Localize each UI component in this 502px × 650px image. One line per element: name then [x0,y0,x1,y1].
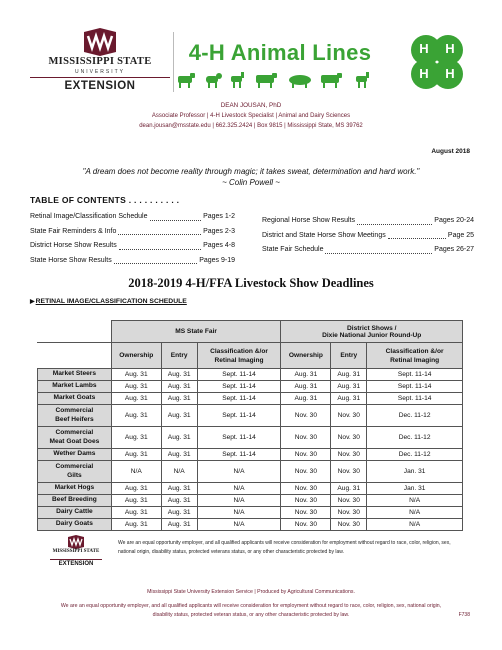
table-cell: Aug. 31 [331,393,367,405]
table-group-header-row [38,321,463,343]
toc-item-page: Pages 26-27 [434,246,474,253]
row-label: Commercial Meat Goat Does [38,427,112,449]
clover-letter: H [445,66,455,81]
issue-date: August 2018 [431,148,470,155]
masthead [0,0,502,100]
toc-item-label: State Horse Show Results [30,256,112,264]
table-cell: Aug. 31 [111,519,161,531]
toc-item-label: Regional Horse Show Results [262,217,355,224]
quote [0,166,502,188]
section-heading [30,298,187,305]
table-cell: Nov. 30 [281,427,331,449]
toc-item-label: State Fair Schedule [262,246,324,253]
table-cell: Nov. 30 [281,495,331,507]
table-cell: Aug. 31 [111,405,161,427]
table-cell: Aug. 31 [111,483,161,495]
clover-letter: H [419,41,429,56]
msu-name: MISSISSIPPI STATE [48,56,152,67]
toc-item-page: Pages 4-8 [203,242,235,249]
col-entry: Entry [161,343,197,369]
table-cell: Sept. 11-14 [197,369,281,381]
group-district-line2: Dixie National Junior Round-Up [322,331,422,339]
table-cell: Aug. 31 [111,369,161,381]
table-cell: Nov. 30 [331,449,367,461]
table-cell: Sept. 11-14 [367,393,463,405]
toc-item-page: Page 25 [447,231,474,239]
table-cell: Aug. 31 [161,449,197,461]
toc-title: TABLE OF CONTENTS . . . . . . . . . . [30,195,180,205]
table-cell: Aug. 31 [111,381,161,393]
section-heading-text: RETINAL IMAGE/CLASSIFICATION SCHEDULE [35,298,187,305]
author-details: dean.jousan@msstate.edu | 662.325.2424 | Box 9815 | Mississippi State, MS 39762 [139,123,363,129]
logo-divider [50,559,102,560]
table-cell: N/A [197,495,281,507]
toc-left-column [30,210,235,268]
table-cell: Aug. 31 [161,369,197,381]
row-label: Dairy Goats [38,519,112,531]
msu-seal-icon [82,28,118,56]
table-row [38,507,463,519]
table-cell: N/A [367,519,463,531]
table-row [38,427,463,449]
toc-item[interactable] [30,210,235,225]
table-cell: Sept. 11-14 [367,369,463,381]
toc-item[interactable] [262,214,474,229]
msu-university-label: UNIVERSITY [74,69,125,75]
table-row [38,519,463,531]
row-label: Market Lambs [38,381,112,393]
col-classification: Classification &/or Retinal Imaging [367,343,463,369]
row-label: Commercial Beef Heifers [38,405,112,427]
heifer-icon [256,73,277,88]
clover-letter: H [445,41,455,56]
main-title: 2018-2019 4-H/FFA Livestock Show Deadlines [128,276,374,290]
table-cell: Aug. 31 [281,381,331,393]
table-body [38,369,463,531]
col-entry: Entry [331,343,367,369]
table-cell: Dec. 11-12 [367,405,463,427]
4h-clover-icon [402,28,472,98]
table-row [38,495,463,507]
table-cell: Aug. 31 [111,427,161,449]
table-cell: Aug. 31 [331,381,367,393]
table-row [38,393,463,405]
table-cell: N/A [197,507,281,519]
msu-extension-logo [30,28,170,98]
table-cell: Aug. 31 [161,483,197,495]
toc-item[interactable] [262,243,474,258]
toc-item-label: State Fair Reminders & Info [30,227,117,235]
table-cell: Aug. 31 [161,405,197,427]
table-cell: N/A [111,461,161,483]
table-cell: Sept. 11-14 [197,393,281,405]
play-arrow-icon: ▶ [30,299,35,305]
table-cell: Aug. 31 [161,427,197,449]
animal-silhouettes [176,70,386,90]
group-district-line1: District Shows / [346,324,397,332]
goat-icon [356,72,369,88]
row-label: Commercial Gilts [38,461,112,483]
toc-item-label: Retinal Image/Classification Schedule [30,213,148,220]
toc-item[interactable] [30,225,235,240]
toc-item-page: Pages 20-24 [434,217,474,224]
col-classification: Classification &/or Retinal Imaging [197,343,281,369]
table-cell: Nov. 30 [331,519,367,531]
quote-author: ~ Colin Powell ~ [222,178,280,187]
author-contact [0,101,502,131]
table-cell: N/A [161,461,197,483]
author-role: Associate Professor | 4-H Livestock Specialist | Animal and Dairy Sciences [151,113,351,119]
col-ownership: Ownership [111,343,161,369]
table-cell: Aug. 31 [111,495,161,507]
lamb-icon [206,73,222,88]
row-label: Beef Breeding [38,495,112,507]
logo-divider [30,77,170,78]
row-label: Market Goats [38,393,112,405]
eeo-statement: We are an equal opportunity employer, and all qualified applicants will receive consideration for employment without regard to race, color, religion, sex, national origin, disability status, protected veterans status, or any other characteristic protected by law. [118,540,451,555]
table-cell: N/A [197,483,281,495]
dairy-icon [321,73,342,88]
table-cell: Aug. 31 [331,369,367,381]
table-cell: Nov. 30 [331,427,367,449]
table-cell: Aug. 31 [161,495,197,507]
table-cell: Sept. 11-14 [197,449,281,461]
toc-item[interactable] [30,254,235,269]
toc-item[interactable] [30,239,235,254]
table-cell: Jan. 31 [367,483,463,495]
table-cell: Aug. 31 [281,369,331,381]
toc-item-label: District Horse Show Results [30,242,117,249]
table-cell: Sept. 11-14 [197,427,281,449]
table-cell: Aug. 31 [161,381,197,393]
quote-text: "A dream does not become reality through magic; it takes sweat, determination and hard work." [82,167,420,176]
table-cell: Dec. 11-12 [367,449,463,461]
table-row [38,449,463,461]
table-cell: Aug. 31 [111,507,161,519]
table-cell: Sept. 11-14 [197,405,281,427]
table-cell: Nov. 30 [331,495,367,507]
group-district-shows [281,321,463,343]
table-column-header-row [38,343,463,369]
table-cell: Nov. 30 [281,507,331,519]
toc-right-column [262,214,474,258]
table-cell: Nov. 30 [331,461,367,483]
table-cell: Nov. 30 [281,519,331,531]
table-cell: Nov. 30 [281,483,331,495]
col-ownership: Ownership [281,343,331,369]
table-cell: Nov. 30 [331,507,367,519]
table-row [38,461,463,483]
msu-extension-label: EXTENSION [58,561,94,567]
header-divider [173,32,174,92]
hog-icon [289,75,311,88]
toc-item-page: Pages 1-2 [203,213,235,220]
footer-eeo: We are an equal opportunity employer, and all qualified applicants will receive consideration for employment without regard to race, color, religion, sex, national origin, disability status, protected veteran status, or any other characteristic protected by law. [60,603,442,618]
toc-item-page: Pages 9-19 [199,256,235,264]
table-cell: Aug. 31 [111,449,161,461]
group-ms-state-fair: MS State Fair [111,321,281,343]
steer-icon [178,73,195,88]
table-corner [38,343,112,369]
table-cell: Sept. 11-14 [367,381,463,393]
toc-item-label: District and State Horse Show Meetings [262,231,386,239]
goat-icon [231,72,244,88]
footer-credit: Mississippi State University Extension Service | Produced by Agricultural Communications. [147,589,355,595]
table-cell: Nov. 30 [281,461,331,483]
msu-extension-label: EXTENSION [64,80,136,92]
newsletter-title: 4-H Animal Lines [188,40,372,65]
table-cell: Dec. 11-12 [367,427,463,449]
table-row [38,405,463,427]
toc-item-page: Pages 2-3 [203,227,235,235]
table-cell: Nov. 30 [281,449,331,461]
table-cell: Aug. 31 [161,393,197,405]
table-cell: Sept. 11-14 [197,381,281,393]
publication-code: F738 [458,612,470,618]
row-label: Dairy Cattle [38,507,112,519]
table-cell: Jan. 31 [367,461,463,483]
msu-extension-logo-small [46,535,106,577]
table-cell: Aug. 31 [331,483,367,495]
author-name: DEAN JOUSAN, PhD [220,102,282,109]
table-cell: Nov. 30 [331,405,367,427]
row-label: Market Hogs [38,483,112,495]
table-cell: Aug. 31 [161,519,197,531]
table-cell: N/A [197,461,281,483]
toc-item[interactable] [262,229,474,244]
table-cell: Aug. 31 [161,507,197,519]
table-cell: Aug. 31 [111,393,161,405]
table-cell: N/A [197,519,281,531]
table-cell: Aug. 31 [281,393,331,405]
table-row [38,381,463,393]
row-label: Market Steers [38,369,112,381]
deadline-table [37,320,463,531]
table-corner [38,321,112,343]
table-cell: Nov. 30 [281,405,331,427]
table-cell: N/A [367,507,463,519]
table-cell: N/A [367,495,463,507]
table-row [38,483,463,495]
msu-seal-icon [67,535,85,549]
msu-name: MISSISSIPPI STATE [52,549,100,554]
row-label: Wether Dams [38,449,112,461]
table-row [38,369,463,381]
clover-letter: H [419,66,429,81]
